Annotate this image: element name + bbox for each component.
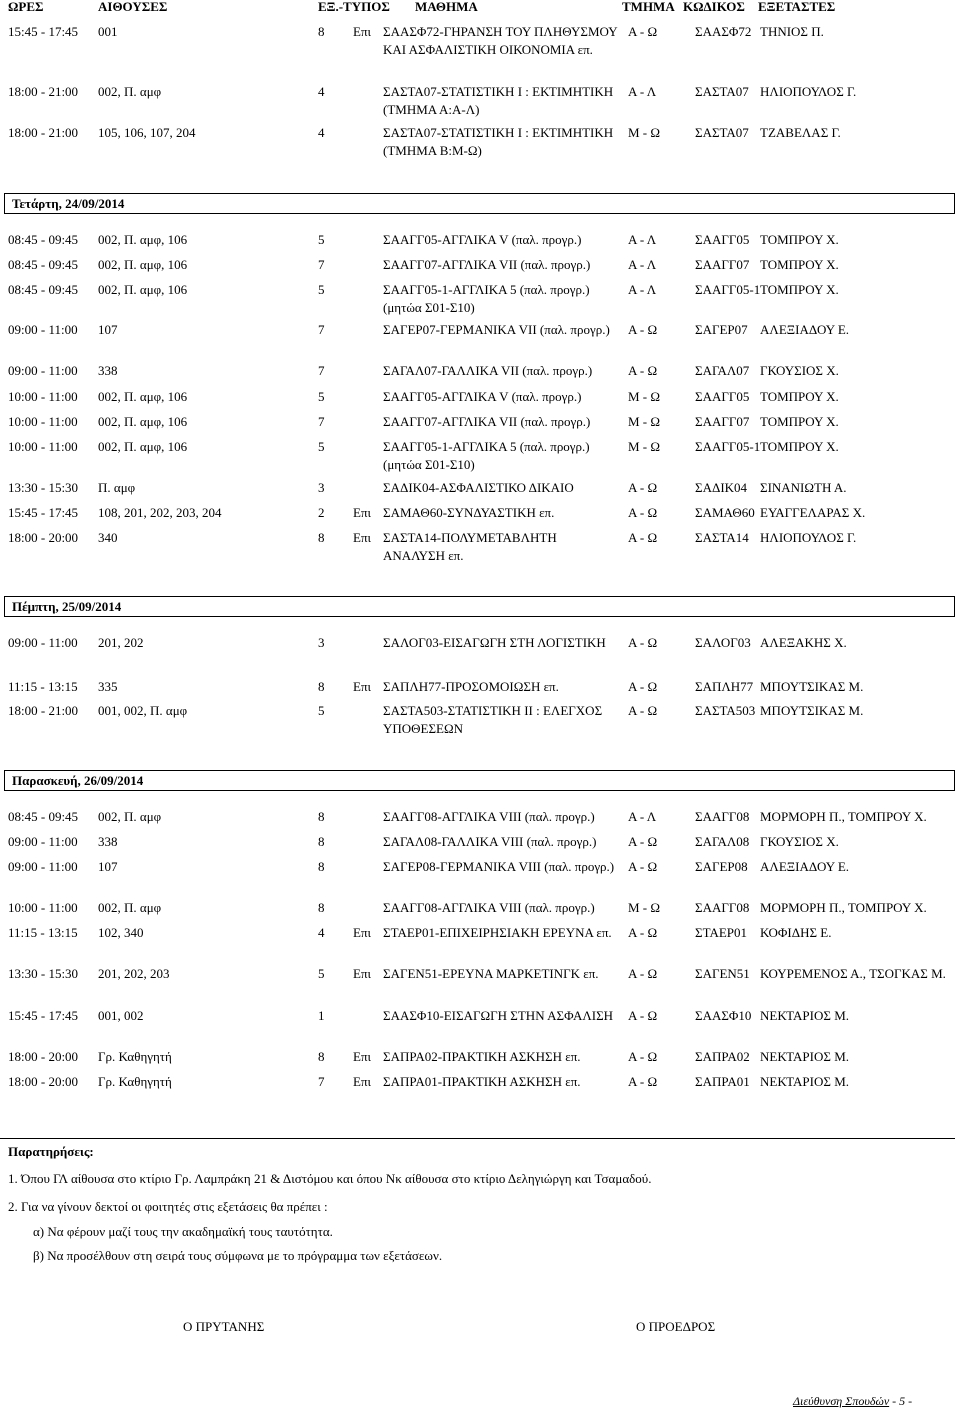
cell-course: ΣΑΠΛΗ77-ΠΡΟΣΟΜΟΙΩΣΗ επ. <box>383 679 559 694</box>
cell-time: 10:00 - 11:00 <box>8 389 78 404</box>
cell-section: Α - Ω <box>628 480 658 495</box>
cell-section: Α - Ω <box>628 859 658 874</box>
cell-section: Α - Ω <box>628 24 658 39</box>
cell-course: ΣΑΣΤΑ503-ΣΤΑΤΙΣΤΙΚΗ ΙΙ : ΕΛΕΓΧΟΣ ΥΠΟΘΕΣΕΩΝ <box>383 703 603 736</box>
cell-time: 15:45 - 17:45 <box>8 1008 79 1023</box>
header-code: ΚΩΔΙΚΟΣ <box>683 0 745 14</box>
cell-exam-type: Επι <box>353 1049 372 1064</box>
cell-semester: 5 <box>318 232 325 247</box>
cell-time: 08:45 - 09:45 <box>8 809 79 824</box>
cell-semester: 8 <box>318 859 325 874</box>
cell-semester: 8 <box>318 530 325 545</box>
cell-code: ΣΑΑΓΓ08 <box>695 900 750 915</box>
cell-course: ΣΤΑΕΡ01-ΕΠΙΧΕΙΡΗΣΙΑΚΗ ΕΡΕΥΝΑ επ. <box>383 925 612 940</box>
cell-room: 108, 201, 202, 203, 204 <box>98 505 222 520</box>
cell-time: 09:00 - 11:00 <box>8 363 78 378</box>
cell-examiners: ΣΙΝΑΝΙΩΤΗ Α. <box>760 480 847 495</box>
cell-examiners: ΗΛΙΟΠΟΥΛΟΣ Γ. <box>760 530 857 545</box>
note-1: 1. Όπου ΓΛ αίθουσα στο κτίριο Γρ. Λαμπράκη 21 & Διστόμου και όπου Νκ αίθουσα στο κτίριο Δεληγιώργη και Τσαμαδού. <box>8 1171 652 1186</box>
cell-code: ΣΑΑΓΓ08 <box>695 809 750 824</box>
cell-semester: 3 <box>318 480 325 495</box>
cell-code: ΣΑΓΕΡ08 <box>695 859 748 874</box>
cell-code: ΣΑΛΟΓ03 <box>695 635 751 650</box>
day-title: Παρασκευή, 26/09/2014 <box>12 773 144 788</box>
cell-examiners: ΚΟΥΡΕΜΕΝΟΣ Α., ΤΣΟΓΚΑΣ Μ. <box>760 966 946 981</box>
cell-time: 18:00 - 20:00 <box>8 530 79 545</box>
cell-section: Α - Ω <box>628 505 658 520</box>
cell-exam-type: Επι <box>353 966 372 981</box>
cell-course: ΣΑΓΑΛ08-ΓΑΛΛΙΚΑ VIII (παλ. προγρ.) <box>383 834 597 849</box>
cell-section: Μ - Ω <box>628 900 661 915</box>
cell-time: 10:00 - 11:00 <box>8 414 78 429</box>
cell-course: ΣΑΣΤΑ07-ΣΤΑΤΙΣΤΙΚΗ Ι : ΕΚΤΙΜΗΤΙΚΗ (ΤΜΗΜΑ Α:Α-Λ) <box>383 84 614 117</box>
cell-room: 001 <box>98 24 118 39</box>
cell-code: ΣΑΓΕΡ07 <box>695 322 748 337</box>
day-title: Πέμπτη, 25/09/2014 <box>12 599 122 614</box>
cell-time: 18:00 - 20:00 <box>8 1074 79 1089</box>
cell-course: ΣΑΓΑΛ07-ΓΑΛΛΙΚΑ VII (παλ. προγρ.) <box>383 363 593 378</box>
cell-section: Α - Ω <box>628 703 658 718</box>
cell-section: Μ - Ω <box>628 125 661 140</box>
cell-examiners: ΓΚΟΥΣΙΟΣ Χ. <box>760 363 839 378</box>
cell-code: ΣΑΠΡΑ01 <box>695 1074 750 1089</box>
cell-semester: 4 <box>318 84 325 99</box>
cell-exam-type: Επι <box>353 24 372 39</box>
cell-code: ΣΑΔΙΚ04 <box>695 480 748 495</box>
cell-examiners: ΑΛΕΞΑΚΗΣ Χ. <box>760 635 847 650</box>
cell-room: Γρ. Καθηγητή <box>98 1074 172 1089</box>
header-examiners: ΕΞΕΤΑΣΤΕΣ <box>758 0 836 14</box>
notes-divider <box>0 1138 955 1139</box>
cell-course: ΣΑΓΕΝ51-ΕΡΕΥΝΑ ΜΑΡΚΕΤΙΝΓΚ επ. <box>383 966 599 981</box>
cell-semester: 8 <box>318 809 325 824</box>
day-header-wednesday <box>4 193 955 214</box>
cell-exam-type: Επι <box>353 679 372 694</box>
cell-code: ΣΑΜΑΘ60 <box>695 505 755 520</box>
cell-time: 18:00 - 21:00 <box>8 125 79 140</box>
cell-section: Α - Ω <box>628 322 658 337</box>
cell-section: Α - Λ <box>628 232 657 247</box>
cell-semester: 7 <box>318 1074 325 1089</box>
cell-code: ΣΑΑΓΓ07 <box>695 414 750 429</box>
cell-time: 13:30 - 15:30 <box>8 966 79 981</box>
cell-course: ΣΑΓΕΡ07-ΓΕΡΜΑΝΙΚΑ VII (παλ. προγρ.) <box>383 322 610 337</box>
cell-examiners: ΜΠΟΥΤΣΙΚΑΣ Μ. <box>760 703 864 718</box>
cell-code: ΣΑΑΓΓ05-1 <box>695 282 761 297</box>
cell-section: Α - Ω <box>628 966 658 981</box>
cell-course: ΣΑΛΟΓ03-ΕΙΣΑΓΩΓΗ ΣΤΗ ΛΟΓΙΣΤΙΚΗ <box>383 635 606 650</box>
cell-room: 338 <box>98 834 118 849</box>
cell-section: Α - Λ <box>628 809 657 824</box>
cell-room: 107 <box>98 859 118 874</box>
cell-room: 002, Π. αμφ, 106 <box>98 257 188 272</box>
note-2a: α) Να φέρουν μαζί τους την ακαδημαϊκή τους ταυτότητα. <box>33 1224 333 1239</box>
cell-section: Α - Ω <box>628 925 658 940</box>
cell-semester: 8 <box>318 679 325 694</box>
cell-time: 11:15 - 13:15 <box>8 925 78 940</box>
cell-semester: 8 <box>318 24 325 39</box>
cell-code: ΣΑΣΤΑ503 <box>695 703 756 718</box>
table-header <box>0 0 960 15</box>
cell-examiners: ΑΛΕΞΙΑΔΟΥ Ε. <box>760 322 850 337</box>
cell-course: ΣΑΑΣΦ72-ΓΗΡΑΝΣΗ ΤΟΥ ΠΛΗΘΥΣΜΟΥ ΚΑΙ ΑΣΦΑΛΙΣΤΙΚΗ ΟΙΚΟΝΟΜΙΑ επ. <box>383 24 618 57</box>
day-header-thursday <box>4 596 955 617</box>
signature-president: Ο ΠΡΟΕΔΡΟΣ <box>636 1319 716 1334</box>
cell-section: Μ - Ω <box>628 414 661 429</box>
cell-examiners: ΗΛΙΟΠΟΥΛΟΣ Γ. <box>760 84 857 99</box>
cell-code: ΣΤΑΕΡ01 <box>695 925 748 940</box>
note-2b: β) Να προσέλθουν στη σειρά τους σύμφωνα με το πρόγραμμα των εξετάσεων. <box>33 1248 443 1263</box>
cell-time: 18:00 - 20:00 <box>8 1049 79 1064</box>
cell-semester: 8 <box>318 834 325 849</box>
cell-course: ΣΑΑΓΓ05-ΑΓΓΛΙΚΑ V (παλ. προγρ.) <box>383 232 582 247</box>
header-exam-type: ΕΞ.-ΤΥΠΟΣ <box>318 0 390 14</box>
cell-exam-type: Επι <box>353 1074 372 1089</box>
cell-section: Α - Ω <box>628 1008 658 1023</box>
cell-time: 18:00 - 21:00 <box>8 703 79 718</box>
cell-examiners: ΤΖΑΒΕΛΑΣ Γ. <box>760 125 841 140</box>
cell-semester: 4 <box>318 925 325 940</box>
cell-section: Α - Ω <box>628 363 658 378</box>
cell-code: ΣΑΓΑΛ07 <box>695 363 750 378</box>
cell-time: 09:00 - 11:00 <box>8 859 78 874</box>
cell-examiners: ΤΟΜΠΡΟΥ Χ. <box>760 282 839 297</box>
cell-code: ΣΑΣΤΑ14 <box>695 530 749 545</box>
page-footer <box>793 1394 912 1409</box>
cell-code: ΣΑΑΓΓ05-1 <box>695 439 761 454</box>
cell-code: ΣΑΓΕΝ51 <box>695 966 750 981</box>
cell-time: 10:00 - 11:00 <box>8 439 78 454</box>
day-title: Τετάρτη, 24/09/2014 <box>12 196 125 211</box>
cell-examiners: ΜΠΟΥΤΣΙΚΑΣ Μ. <box>760 679 864 694</box>
notes-title: Παρατηρήσεις: <box>8 1144 94 1159</box>
cell-room: 201, 202, 203 <box>98 966 170 981</box>
cell-course: ΣΑΑΓΓ08-ΑΓΓΛΙΚΑ VIII (παλ. προγρ.) <box>383 809 595 824</box>
cell-time: 08:45 - 09:45 <box>8 257 79 272</box>
cell-time: 09:00 - 11:00 <box>8 635 78 650</box>
cell-section: Α - Λ <box>628 282 657 297</box>
cell-semester: 7 <box>318 363 325 378</box>
cell-section: Μ - Ω <box>628 439 661 454</box>
cell-section: Α - Λ <box>628 257 657 272</box>
cell-examiners: ΤΟΜΠΡΟΥ Χ. <box>760 257 839 272</box>
cell-examiners: ΜΟΡΜΟΡΗ Π., ΤΟΜΠΡΟΥ Χ. <box>760 809 927 824</box>
cell-time: 13:30 - 15:30 <box>8 480 79 495</box>
cell-section: Α - Ω <box>628 530 658 545</box>
day-header-friday <box>4 770 955 791</box>
cell-course: ΣΑΑΓΓ07-ΑΓΓΛΙΚΑ VII (παλ. προγρ.) <box>383 414 591 429</box>
cell-room: 002, Π. αμφ, 106 <box>98 282 188 297</box>
cell-section: Α - Ω <box>628 1049 658 1064</box>
cell-room: 201, 202 <box>98 635 144 650</box>
cell-time: 15:45 - 17:45 <box>8 505 79 520</box>
cell-examiners: ΤΟΜΠΡΟΥ Χ. <box>760 439 839 454</box>
cell-section: Α - Ω <box>628 1074 658 1089</box>
cell-code: ΣΑΠΡΑ02 <box>695 1049 750 1064</box>
cell-room: 335 <box>98 679 118 694</box>
cell-room: 002, Π. αμφ <box>98 84 162 99</box>
cell-semester: 4 <box>318 125 325 140</box>
cell-code: ΣΑΠΛΗ77 <box>695 679 754 694</box>
cell-time: 09:00 - 11:00 <box>8 322 78 337</box>
cell-semester: 5 <box>318 389 325 404</box>
cell-section: Α - Ω <box>628 834 658 849</box>
cell-section: Α - Ω <box>628 635 658 650</box>
cell-course: ΣΑΠΡΑ01-ΠΡΑΚΤΙΚΗ ΑΣΚΗΣΗ επ. <box>383 1074 581 1089</box>
cell-course: ΣΑΓΕΡ08-ΓΕΡΜΑΝΙΚΑ VIII (παλ. προγρ.) <box>383 859 615 874</box>
cell-exam-type: Επι <box>353 925 372 940</box>
cell-examiners: ΝΕΚΤΑΡΙΟΣ Μ. <box>760 1008 850 1023</box>
signature-rector: Ο ΠΡΥΤΑΝΗΣ <box>183 1319 265 1334</box>
cell-room: 002, Π. αμφ, 106 <box>98 414 188 429</box>
header-course: ΜΑΘΗΜΑ <box>415 0 478 14</box>
cell-course: ΣΑΣΤΑ07-ΣΤΑΤΙΣΤΙΚΗ Ι : ΕΚΤΙΜΗΤΙΚΗ (ΤΜΗΜΑ Β:Μ-Ω) <box>383 125 614 158</box>
cell-code: ΣΑΣΤΑ07 <box>695 84 749 99</box>
cell-semester: 7 <box>318 257 325 272</box>
cell-course: ΣΑΑΓΓ08-ΑΓΓΛΙΚΑ VIII (παλ. προγρ.) <box>383 900 595 915</box>
cell-semester: 3 <box>318 635 325 650</box>
cell-room: Γρ. Καθηγητή <box>98 1049 172 1064</box>
cell-room: 102, 340 <box>98 925 144 940</box>
cell-room: 001, 002 <box>98 1008 144 1023</box>
cell-code: ΣΑΑΓΓ05 <box>695 232 750 247</box>
cell-room: 002, Π. αμφ <box>98 809 162 824</box>
cell-code: ΣΑΑΓΓ07 <box>695 257 750 272</box>
cell-examiners: ΚΟΦΙΔΗΣ Ε. <box>760 925 832 940</box>
cell-code: ΣΑΣΤΑ07 <box>695 125 749 140</box>
cell-time: 11:15 - 13:15 <box>8 679 78 694</box>
cell-room: 001, 002, Π. αμφ <box>98 703 188 718</box>
cell-section: Μ - Ω <box>628 389 661 404</box>
cell-examiners: ΓΚΟΥΣΙΟΣ Χ. <box>760 834 839 849</box>
cell-course: ΣΑΑΓΓ05-1-ΑΓΓΛΙΚΑ 5 (παλ. προγρ.) (μητώα Σ01-Σ10) <box>383 282 590 315</box>
cell-semester: 7 <box>318 322 325 337</box>
cell-room: 002, Π. αμφ, 106 <box>98 439 188 454</box>
cell-room: Π. αμφ <box>98 480 136 495</box>
cell-course: ΣΑΣΤΑ14-ΠΟΛΥΜΕΤΑΒΛΗΤΗ ΑΝΑΛΥΣΗ επ. <box>383 530 557 563</box>
cell-room: 338 <box>98 363 118 378</box>
cell-semester: 8 <box>318 900 325 915</box>
footer-page-number: - 5 - <box>892 1394 913 1408</box>
cell-semester: 5 <box>318 703 325 718</box>
cell-room: 107 <box>98 322 118 337</box>
cell-course: ΣΑΑΣΦ10-ΕΙΣΑΓΩΓΗ ΣΤΗΝ ΑΣΦΑΛΙΣΗ <box>383 1008 614 1023</box>
cell-time: 08:45 - 09:45 <box>8 282 79 297</box>
cell-semester: 5 <box>318 282 325 297</box>
cell-code: ΣΑΑΓΓ05 <box>695 389 750 404</box>
cell-course: ΣΑΑΓΓ05-1-ΑΓΓΛΙΚΑ 5 (παλ. προγρ.) (μητώα Σ01-Σ10) <box>383 439 590 472</box>
cell-time: 08:45 - 09:45 <box>8 232 79 247</box>
cell-course: ΣΑΑΓΓ07-ΑΓΓΛΙΚΑ VII (παλ. προγρ.) <box>383 257 591 272</box>
cell-course: ΣΑΔΙΚ04-ΑΣΦΑΛΙΣΤΙΚΟ ΔΙΚΑΙΟ <box>383 480 574 495</box>
cell-time: 09:00 - 11:00 <box>8 834 78 849</box>
cell-course: ΣΑΠΡΑ02-ΠΡΑΚΤΙΚΗ ΑΣΚΗΣΗ επ. <box>383 1049 581 1064</box>
cell-examiners: ΤΟΜΠΡΟΥ Χ. <box>760 389 839 404</box>
cell-code: ΣΑΑΣΦ10 <box>695 1008 752 1023</box>
cell-semester: 1 <box>318 1008 325 1023</box>
cell-room: 340 <box>98 530 118 545</box>
cell-exam-type: Επι <box>353 505 372 520</box>
header-section: ΤΜΗΜΑ <box>622 0 675 14</box>
cell-semester: 8 <box>318 1049 325 1064</box>
cell-examiners: ΤΟΜΠΡΟΥ Χ. <box>760 232 839 247</box>
cell-examiners: ΜΟΡΜΟΡΗ Π., ΤΟΜΠΡΟΥ Χ. <box>760 900 927 915</box>
cell-semester: 5 <box>318 966 325 981</box>
cell-time: 18:00 - 21:00 <box>8 84 79 99</box>
cell-room: 002, Π. αμφ, 106 <box>98 232 188 247</box>
cell-examiners: ΤΗΝΙΟΣ Π. <box>760 24 824 39</box>
note-2: 2. Για να γίνουν δεκτοί οι φοιτητές στις εξετάσεις θα πρέπει : <box>8 1199 328 1214</box>
cell-semester: 5 <box>318 439 325 454</box>
header-rooms: ΑΙΘΟΥΣΕΣ <box>98 0 168 14</box>
cell-section: Α - Ω <box>628 679 658 694</box>
cell-course: ΣΑΑΓΓ05-ΑΓΓΛΙΚΑ V (παλ. προγρ.) <box>383 389 582 404</box>
cell-course: ΣΑΜΑΘ60-ΣΥΝΔΥΑΣΤΙΚΗ επ. <box>383 505 555 520</box>
cell-room: 002, Π. αμφ <box>98 900 162 915</box>
cell-time: 10:00 - 11:00 <box>8 900 78 915</box>
header-hours: ΩΡΕΣ <box>8 0 44 14</box>
cell-examiners: ΝΕΚΤΑΡΙΟΣ Μ. <box>760 1049 850 1064</box>
cell-section: Α - Λ <box>628 84 657 99</box>
cell-examiners: ΝΕΚΤΑΡΙΟΣ Μ. <box>760 1074 850 1089</box>
cell-examiners: ΑΛΕΞΙΑΔΟΥ Ε. <box>760 859 850 874</box>
cell-semester: 7 <box>318 414 325 429</box>
cell-examiners: ΤΟΜΠΡΟΥ Χ. <box>760 414 839 429</box>
cell-room: 002, Π. αμφ, 106 <box>98 389 188 404</box>
cell-code: ΣΑΓΑΛ08 <box>695 834 750 849</box>
cell-exam-type: Επι <box>353 530 372 545</box>
cell-time: 15:45 - 17:45 <box>8 24 79 39</box>
cell-code: ΣΑΑΣΦ72 <box>695 24 752 39</box>
cell-semester: 2 <box>318 505 325 520</box>
cell-examiners: ΕΥΑΓΓΕΛΑΡΑΣ Χ. <box>760 505 866 520</box>
footer-department: Διεύθυνση Σπουδών <box>793 1394 890 1408</box>
cell-room: 105, 106, 107, 204 <box>98 125 196 140</box>
